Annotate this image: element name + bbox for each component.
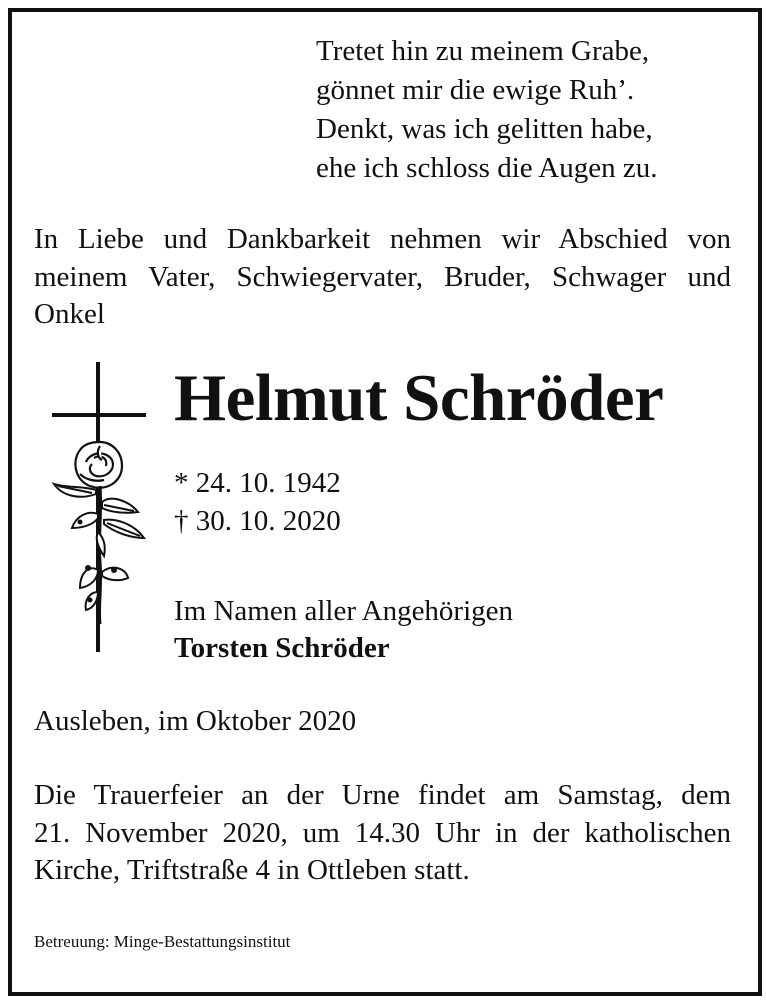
service-line: 21. November 2020, um 14.30 Uhr in der katholischen [34, 816, 731, 849]
farewell-line: Onkel [34, 298, 105, 330]
farewell-text [34, 221, 731, 334]
poem-line: gönnet mir die ewige Ruh’. [316, 74, 635, 106]
funeral-home-credit: Betreuung: Minge-Bestattungsinstitut [34, 932, 291, 951]
poem [316, 32, 736, 188]
life-dates [174, 464, 341, 540]
farewell-line: In Liebe und Dankbarkeit nehmen wir Abschied von [34, 223, 731, 255]
service-info [34, 777, 731, 890]
deceased-name: Helmut Schröder [174, 361, 664, 435]
birth-date: * 24. 10. 1942 [174, 467, 341, 499]
family-signature [174, 593, 513, 667]
family-line: Im Namen aller Angehörigen [174, 595, 514, 627]
farewell-line: meinem Vater, Schwiegervater, Bruder, Schwager und [34, 260, 731, 293]
death-date: † 30. 10. 2020 [174, 505, 341, 537]
poem-line: Denkt, was ich gelitten habe, [316, 113, 653, 145]
service-line: Die Trauerfeier an der Urne findet am Samstag, dem [34, 779, 731, 811]
cross-with-rose-icon [50, 362, 150, 654]
place-date: Ausleben, im Oktober 2020 [34, 705, 357, 737]
family-name: Torsten Schröder [174, 632, 390, 664]
poem-line: Tretet hin zu meinem Grabe, [316, 35, 650, 67]
poem-line: ehe ich schloss die Augen zu. [316, 152, 658, 184]
service-line: Kirche, Triftstraße 4 in Ottleben statt. [34, 854, 470, 886]
